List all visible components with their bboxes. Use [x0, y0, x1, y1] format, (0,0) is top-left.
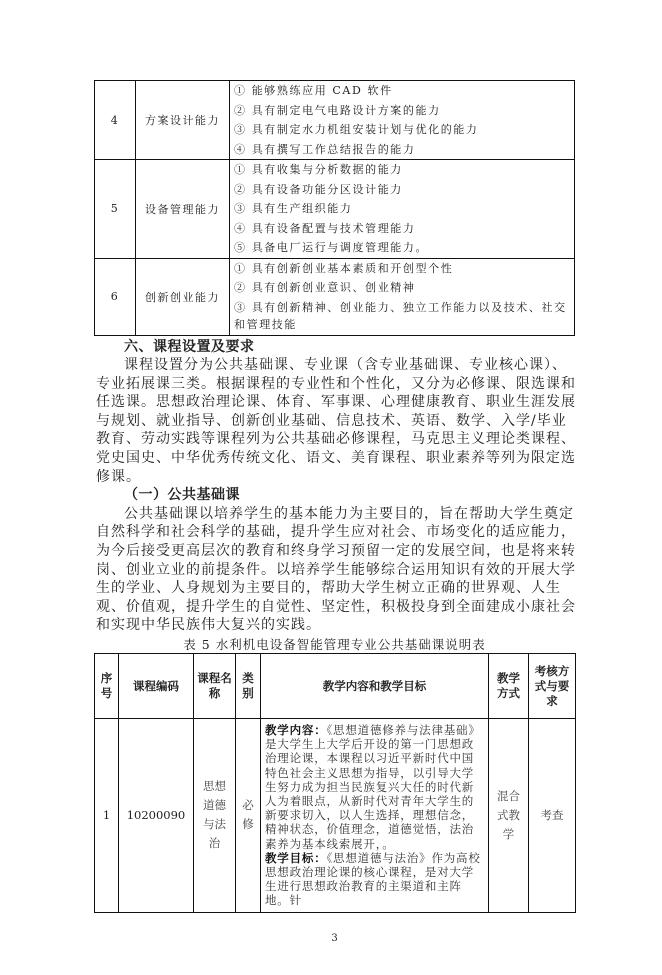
column-header: 教学内容和教学目标 — [261, 654, 489, 719]
subsection-heading: （一）公共基础课 — [124, 487, 240, 504]
page-content — [94, 80, 575, 913]
table-row — [95, 81, 575, 160]
teaching-method: 混合式教学 — [489, 719, 529, 913]
paragraph: 公共基础课以培养学生的基本能力为主要目的，旨在帮助大学生奠定自然科学和社会科学的基础，提升学生应对社会、市场变化的适应能力，为今后接受更高层次的教育和终身学习预留一定的发展空间，也是将来转岗、创业立业的前提条件。以培养学生能够综合运用知识有效的开展大学生的学业、人身规划为主要目的，帮助大学生树立正确的世界观、人生观、价值观，提升学生的自觉性、坚定性，积极投身到全面建成小康社会和实现中华民族伟大复兴的实践。 — [96, 505, 576, 634]
content-label: 教学内容： — [265, 723, 327, 737]
ability-items — [230, 258, 575, 335]
table-row — [95, 258, 575, 335]
row-number: 5 — [95, 160, 136, 259]
paragraph: 课程设置分为公共基础课、专业课（含专业基础课、专业核心课）、专业拓展课三类。根据课程的专业性和个性化，又分为必修课、限选课和任选课。思想政治理论课、体育、军事课、心理健康教育、职业生涯发展与规划、就业指导、创新创业基础、信息技术、英语、数学、入学/毕业教育、劳动实践等课程列为公共基础必修课程，马克思主义理论类课程、党史国史、中华优秀传统文化、语文、美育课程、职业素养等列为限定选修课。 — [96, 357, 576, 485]
column-header: 序号 — [95, 654, 119, 719]
course-table — [94, 653, 576, 913]
ability-item: ③ 具有制定水力机组安装计划与优化的能力 — [234, 123, 479, 136]
ability-table — [94, 80, 575, 336]
row-number: 4 — [95, 81, 136, 160]
ability-name: 创新创业能力 — [136, 258, 230, 335]
ability-name: 设备管理能力 — [136, 160, 230, 259]
ability-items — [230, 160, 575, 259]
ability-item: ③ 具有生产组织能力 — [234, 202, 353, 215]
ability-items — [230, 81, 575, 160]
column-header: 考核方式与要求 — [529, 654, 576, 719]
ability-item: ② 具有创新创业意识、创业精神 — [234, 281, 416, 294]
table-row — [95, 719, 576, 913]
column-header: 教学方式 — [489, 654, 529, 719]
section-heading: 六、课程设置及要求 — [124, 338, 255, 355]
column-header: 类别 — [236, 654, 261, 719]
ability-item: ① 具有收集与分析数据的能力 — [234, 163, 403, 176]
course-no: 1 — [95, 719, 119, 913]
page-number: 3 — [331, 932, 338, 944]
ability-item: ① 具有创新创业基本素质和开创型个性 — [234, 261, 454, 275]
table-caption: 表 5 水利机电设备智能管理专业公共基础课说明表 — [183, 637, 486, 652]
ability-item: ② 具有设备功能分区设计能力 — [234, 182, 403, 196]
spacer — [94, 913, 662, 933]
ability-item: ③ 具有创新精神、创业能力、独立工作能力以及技术、社交和管理技能 — [234, 300, 567, 331]
goal-text: 《思想道德与法治》作为高校思想政治理论课的核心课程，是对大学生进行思想政治教育的主渠道和主阵地。针 — [265, 850, 481, 908]
course-code: 10200090 — [119, 719, 194, 913]
header-row — [95, 654, 576, 719]
course-name: 思想道德与法治 — [194, 719, 236, 913]
content-text: 《思想道德修养与法律基础》是大学生上大学后开设的第一门思想政治理论课，本课程以习近平新时代中国特色社会主义思想为指导，以引导大学生努力成为担当民族复兴大任的时代新人为着眼点，从新时代对青年大学生的新要求切入，以人生选择，理想信念，精神状态，价值理念，道德觉悟，法治素养为基本线索展开，。 — [265, 723, 481, 851]
ability-item: ④ 具有设备配置与技术管理能力 — [234, 221, 416, 235]
table-row — [95, 160, 575, 259]
ability-item: ① 能够熟练应用 CAD 软件 — [234, 84, 393, 97]
course-type: 必修 — [236, 719, 261, 913]
section-6 — [94, 338, 576, 636]
ability-item: ⑤ 具备电厂运行与调度管理能力。 — [234, 241, 429, 254]
ability-item: ② 具有制定电气电路设计方案的能力 — [234, 103, 441, 117]
column-header: 课程名称 — [194, 654, 236, 719]
ability-item: ④ 具有撰写工作总结报告的能力 — [234, 142, 416, 156]
row-number: 6 — [95, 258, 136, 335]
ability-name: 方案设计能力 — [136, 81, 230, 160]
course-description — [261, 719, 489, 913]
goal-label: 教学目标： — [265, 850, 327, 865]
assessment: 考查 — [529, 719, 576, 913]
column-header: 课程编码 — [119, 654, 194, 719]
